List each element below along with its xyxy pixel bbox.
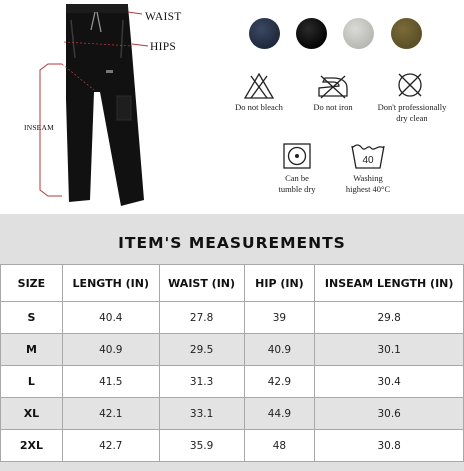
inseam-cell: 29.8 (315, 302, 464, 334)
table-row (1, 366, 464, 398)
hip-cell: 40.9 (244, 334, 315, 366)
color-swatch-black[interactable] (296, 18, 327, 49)
length-cell: 40.4 (62, 302, 159, 334)
product-illustration-area (0, 0, 464, 212)
length-cell: 42.7 (62, 430, 159, 462)
inseam-cell: 30.4 (315, 366, 464, 398)
tumble-dry-text (260, 173, 334, 195)
inseam-cell: 30.1 (315, 334, 464, 366)
waist-cell: 33.1 (159, 398, 244, 430)
do-not-dry-clean-icon (395, 70, 425, 100)
waist-cell: 31.3 (159, 366, 244, 398)
waist-cell: 29.5 (159, 334, 244, 366)
length-cell: 40.9 (62, 334, 159, 366)
table-row (1, 398, 464, 430)
color-swatch-navy[interactable] (249, 18, 280, 49)
header-waist: WAIST (IN) (159, 265, 244, 302)
header-inseam-length: INSEAM LENGTH (IN) (315, 265, 464, 302)
washing-text (328, 173, 408, 195)
size-cell: S (1, 302, 63, 334)
table-row (1, 430, 464, 462)
header-size: SIZE (1, 265, 63, 302)
tumble-dry-line-1: Can be (285, 173, 309, 183)
header-hip: HIP (IN) (244, 265, 315, 302)
tumble-dry-icon (282, 142, 312, 170)
length-cell: 42.1 (62, 398, 159, 430)
inseam-cell: 30.6 (315, 398, 464, 430)
size-cell: XL (1, 398, 63, 430)
waist-cell: 35.9 (159, 430, 244, 462)
pants-diagram (0, 0, 250, 212)
hip-cell: 48 (244, 430, 315, 462)
do-not-iron-text: Do not iron (313, 102, 353, 112)
waist-cell: 27.8 (159, 302, 244, 334)
pants-waistband (66, 4, 128, 13)
hips-guide-line (132, 44, 148, 46)
do-not-dry-clean-text (366, 102, 458, 124)
do-not-iron-icon (315, 72, 351, 100)
hip-cell: 42.9 (244, 366, 315, 398)
size-cell: L (1, 366, 63, 398)
hips-label: HIPS (150, 41, 177, 53)
tumble-dry-line-2: tumble dry (278, 184, 316, 194)
do-not-bleach-text: Do not bleach (235, 102, 283, 112)
waist-label: WAIST (145, 11, 182, 23)
washing-line-2: highest 40°C (345, 184, 391, 194)
table-title: ITEM'S MEASUREMENTS (118, 234, 346, 252)
inseam-label: INSEAM (24, 123, 54, 132)
hip-cell: 44.9 (244, 398, 315, 430)
length-cell: 41.5 (62, 366, 159, 398)
wash-temperature: 40 (362, 155, 374, 166)
size-cell: M (1, 334, 63, 366)
measurements-table (0, 264, 464, 462)
table-row (1, 334, 464, 366)
pants-figure (66, 6, 144, 206)
table-row (1, 302, 464, 334)
washing-line-1: Washing (353, 173, 383, 183)
do-not-dry-clean-line-2: dry clean (396, 113, 428, 123)
color-swatch-olive[interactable] (391, 18, 422, 49)
size-cell: 2XL (1, 430, 63, 462)
header-length: LENGTH (IN) (62, 265, 159, 302)
hip-cell: 39 (244, 302, 315, 334)
do-not-bleach-icon (243, 72, 275, 100)
inseam-cell: 30.8 (315, 430, 464, 462)
table-header-row (1, 265, 464, 302)
do-not-dry-clean-line-1: Don't professionally (377, 102, 447, 112)
waist-guide-line (128, 12, 142, 14)
measurements-panel (0, 214, 464, 471)
color-swatch-light-grey[interactable] (343, 18, 374, 49)
